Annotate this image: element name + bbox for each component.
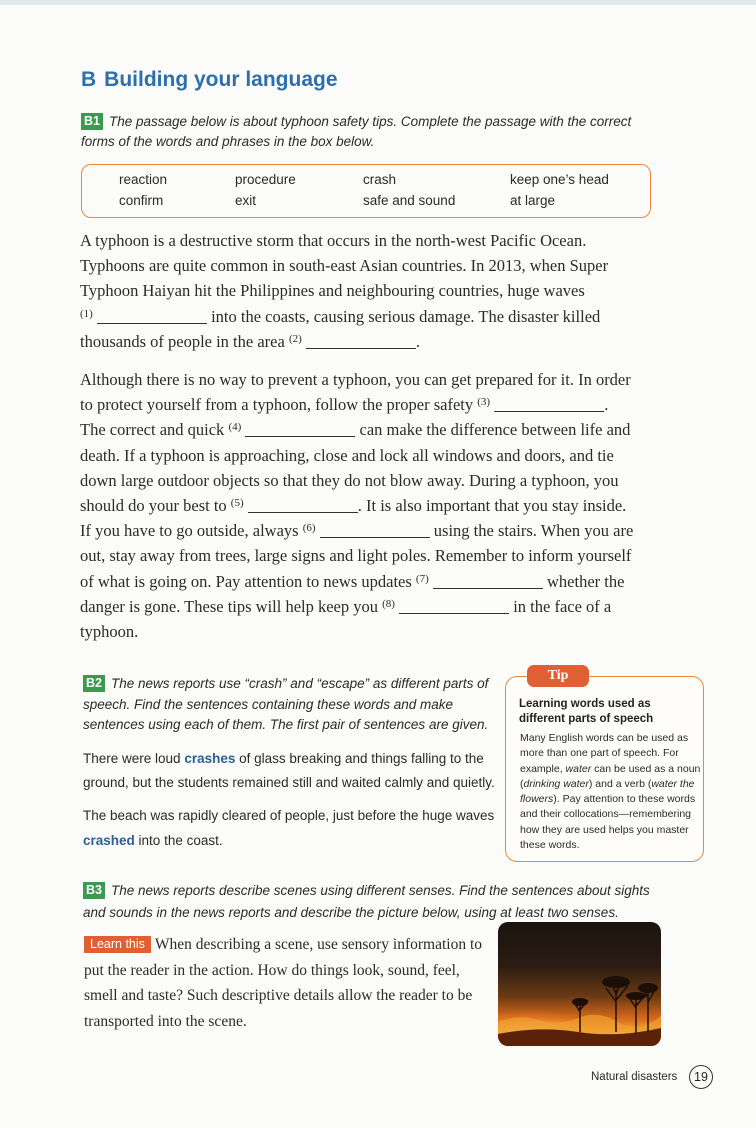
tip-text: ). Pay attention to these words and their collocations—remembering how they are used helps you master these words. — [520, 793, 696, 852]
passage-line: A typhoon is a destructive storm that occurs in the north-west Pacific Ocean. — [80, 231, 587, 250]
passage-text: using the stairs. When you are — [433, 521, 634, 541]
word-box-item: safe and sound — [363, 193, 456, 208]
tip-label: Tip — [527, 665, 589, 687]
b1-instruction-text: The passage below is about typhoon safety tips. Complete the passage with the correct forms of the words and phrases in the box below. — [81, 114, 632, 149]
page-number: 19 — [689, 1065, 713, 1089]
answer-blank-1[interactable] — [97, 310, 207, 324]
word-box-item: keep one’s head — [510, 172, 609, 187]
example-text: The beach was rapidly cleared of people, just before the huge waves — [83, 808, 495, 823]
answer-blank-5[interactable] — [248, 499, 358, 513]
passage-text: of what is going on. Pay attention to news updates — [80, 571, 412, 591]
passage-line: Typhoons are quite common in south-east Asian countries. In 2013, when Super — [80, 256, 609, 276]
keyword-crashes: crashes — [184, 751, 236, 766]
tip-text: water — [565, 762, 592, 775]
example-text: into the coast. — [138, 833, 223, 848]
top-edge-line — [0, 0, 756, 5]
tip-text: ) and a verb ( — [588, 777, 652, 790]
passage-line — [80, 329, 660, 354]
wildfire-image — [498, 922, 661, 1046]
chapter-name: Natural disasters — [591, 1071, 678, 1083]
tip-text: drinking water — [523, 777, 589, 790]
answer-blank-7[interactable] — [433, 575, 543, 589]
section-title — [81, 68, 338, 92]
word-box-item: at large — [510, 193, 556, 208]
passage-text: . It is also important that you stay inside. — [357, 496, 627, 516]
tip-text: can be used as a noun ( — [520, 762, 701, 790]
learn-this-label: Learn this — [84, 936, 151, 953]
passage-text: danger is gone. These tips will help keep you — [80, 596, 379, 616]
word-box — [81, 164, 651, 218]
section-letter: B — [81, 68, 97, 91]
tip-text: Many English words can be used as more than one part of speech. For example, — [520, 732, 689, 775]
period: . — [415, 331, 421, 351]
passage-text: thousands of people in the area — [80, 331, 285, 351]
b2-example-1 — [83, 747, 503, 794]
passage-line — [80, 417, 660, 442]
blank-number: (6) — [302, 522, 316, 535]
b1-badge: B1 — [81, 113, 103, 130]
answer-blank-6[interactable] — [320, 524, 430, 538]
passage-text: can make the difference between life and — [359, 420, 631, 440]
passage-line — [80, 304, 660, 329]
passage-line: typhoon. — [80, 622, 139, 642]
answer-blank-4[interactable] — [245, 423, 355, 437]
b2-example-2 — [83, 803, 503, 853]
learn-this-paragraph — [84, 932, 494, 1034]
passage-text: should do your best to — [80, 496, 227, 516]
blank-number: (5) — [230, 497, 244, 510]
word-box-item: confirm — [119, 193, 164, 208]
passage-text: to protect yourself from a typhoon, follow the proper safety — [80, 395, 474, 415]
passage-line — [80, 493, 660, 518]
word-box-item: crash — [363, 172, 397, 187]
passage-line — [80, 569, 660, 594]
passage-paragraph-2 — [80, 367, 660, 644]
blank-number: (3) — [477, 396, 491, 409]
tip-heading: Learning words used as different parts of speech — [519, 698, 654, 725]
b3-badge: B3 — [83, 882, 105, 899]
b1-instruction — [81, 112, 666, 152]
blank-number: (8) — [382, 597, 395, 610]
word-box-item: procedure — [235, 172, 296, 187]
word-box-item: exit — [235, 193, 257, 208]
answer-blank-8[interactable] — [399, 600, 509, 614]
passage-text: If you have to go outside, always — [80, 521, 299, 541]
passage-text: whether the — [547, 571, 625, 591]
passage-line — [80, 392, 660, 417]
blank-number: (4) — [228, 421, 242, 434]
b2-instruction — [83, 674, 493, 736]
passage-text: The correct and quick — [80, 420, 225, 440]
b2-badge: B2 — [83, 675, 105, 692]
word-box-item: reaction — [119, 172, 168, 187]
answer-blank-3[interactable] — [494, 398, 604, 412]
passage-line — [80, 594, 660, 619]
learn-this-text: When describing a scene, use sensory information to put the reader in the action. How do things look, sound, feel, smell and taste? Such descriptive details allow the reader to be transported into the scene. — [84, 936, 483, 1030]
blank-number: (1) — [80, 307, 93, 320]
passage-line — [80, 518, 660, 543]
wildfire-photo — [498, 922, 661, 1046]
tip-body — [520, 731, 702, 853]
passage-paragraph-1 — [80, 228, 660, 354]
period: . — [604, 395, 609, 415]
blank-number: (7) — [415, 572, 429, 585]
example-text: There were loud — [83, 751, 181, 766]
tip-text: water the flowers — [520, 777, 695, 806]
passage-text: in the face of a — [513, 596, 612, 616]
answer-blank-2[interactable] — [306, 335, 416, 349]
passage-line: death. If a typhoon is approaching, close and lock all windows and doors, and tie — [80, 445, 614, 465]
passage-line: down large outdoor objects so that they do not blow away. During a typhoon, you — [80, 470, 619, 490]
b3-instruction-text: The news reports describe scenes using different senses. Find the sentences about sights and sounds in the news reports and describe the picture below, using at least two senses. — [83, 883, 650, 920]
blank-number: (2) — [288, 332, 302, 345]
keyword-crashed: crashed — [83, 833, 135, 848]
passage-line: Typhoon Haiyan hit the Philippines and neighbouring countries, huge waves — [80, 281, 585, 301]
example-text: of glass breaking and things falling to the ground, but the students remained still and waited calmly and quietly. — [83, 751, 495, 790]
passage-line: out, stay away from trees, large signs and light poles. Remember to inform yourself — [80, 546, 632, 566]
passage-line: Although there is no way to prevent a typhoon, you can get prepared for it. In order — [80, 370, 631, 389]
b2-instruction-text: The news reports use “crash” and “escape” as different parts of speech. Find the sentences containing these words and make sentences using each of them. The first pair of sentences are given. — [83, 676, 489, 732]
section-title-text: Building your language — [104, 68, 338, 91]
passage-text: into the coasts, causing serious damage. The disaster killed — [211, 306, 601, 326]
b3-instruction — [83, 880, 658, 923]
